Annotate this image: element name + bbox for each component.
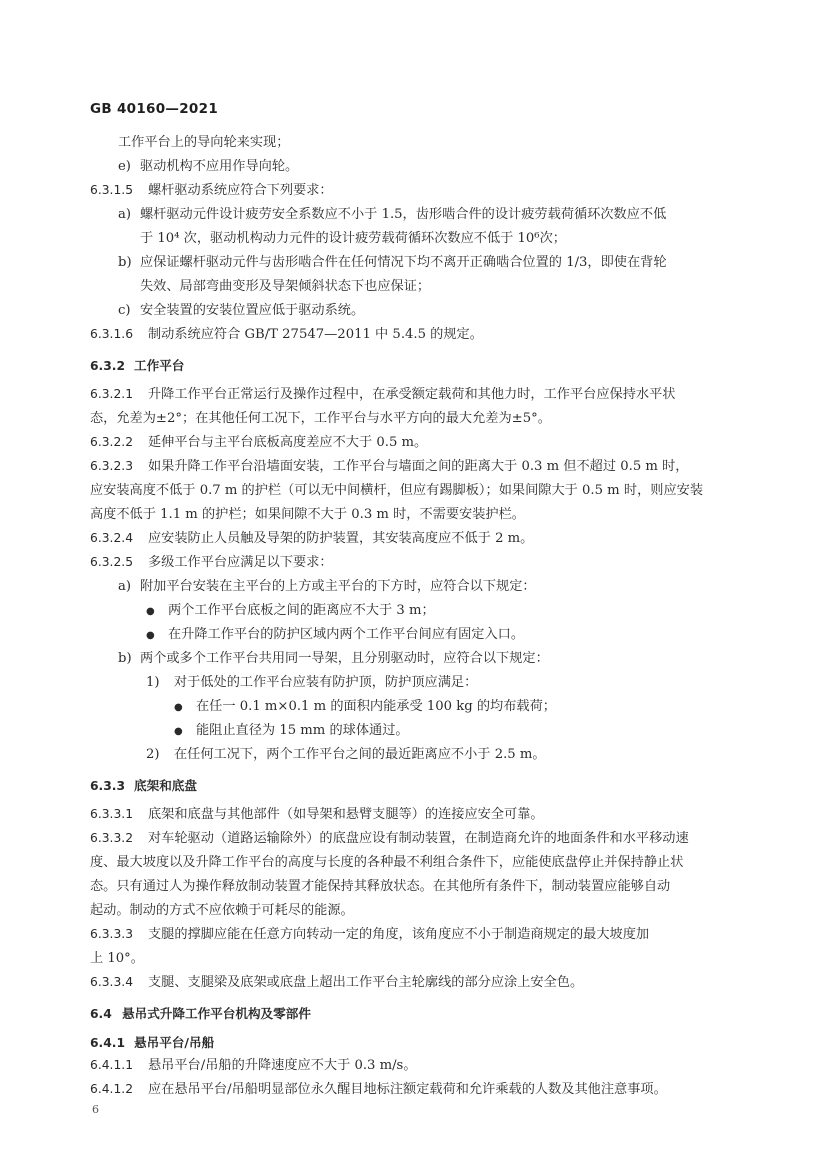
text-line: 高度不低于 1.1 m 的护栏；如果间隙不大于 0.3 m 时，不需要安装护栏。 <box>90 507 525 522</box>
list-item: a) 附加平台安装在主平台的上方或主平台的下方时，应符合以下规定： <box>118 579 536 594</box>
clause: 6.3.2.1 升降工作平台正常运行及操作过程中，在承受额定载荷和其他力时，工作平台应保持水平状 <box>90 387 676 402</box>
clause-number: 6.3.3.3 <box>90 927 134 941</box>
page-number: 6 <box>92 1103 99 1116</box>
text-line: 于 10⁴ 次，驱动机构动力元件的设计疲劳载荷循环次数应不低于 10⁶次； <box>140 231 566 246</box>
clause-number: 6.3.2.2 <box>90 435 134 449</box>
section-heading: 6.4.1 悬吊平台/吊船 <box>90 1035 215 1050</box>
clause: 6.3.2.4 应安装防止人员触及导架的防护装置，其安装高度应不低于 2 m。 <box>90 531 534 546</box>
text-line: 工作平台上的导向轮来实现； <box>118 135 290 150</box>
clause-number: 6.4.1.1 <box>90 1058 134 1072</box>
clause: 6.3.3.1 底架和底盘与其他部件（如导架和悬臂支腿等）的连接应安全可靠。 <box>90 807 544 822</box>
standard-code-header: GB 40160—2021 <box>90 101 219 117</box>
clause-number: 6.3.3.1 <box>90 807 134 821</box>
clause: 6.3.1.5 螺杆驱动系统应符合下列要求： <box>90 183 333 198</box>
text-line: 态，允差为±2°；在其他任何工况下，工作平台与水平方向的最大允差为±5°。 <box>90 411 551 426</box>
clause: 6.4.1.2 应在悬吊平台/吊船明显部位永久醒目地标注额定载荷和允许乘载的人数及其他注意事项。 <box>90 1082 667 1097</box>
bullet-item: ● 能阻止直径为 15 mm 的球体通过。 <box>174 723 409 738</box>
list-item: 2) 在任何工况下，两个工作平台之间的最近距离应不小于 2.5 m。 <box>146 747 546 762</box>
list-marker: a) <box>118 207 132 222</box>
clause-number: 6.3.1.5 <box>90 183 134 197</box>
text-line: 应安装高度不低于 0.7 m 的护栏（可以无中间横杆，但应有踢脚板）；如果间隙大于 0.5 m 时，则应安装 <box>90 483 704 498</box>
clause-number: 6.3.3.4 <box>90 975 134 989</box>
section-heading: 6.4 悬吊式升降工作平台机构及零部件 <box>90 1006 311 1021</box>
list-item: a) 螺杆驱动元件设计疲劳安全系数应不小于 1.5，齿形啮合件的设计疲劳载荷循环次数应不低 <box>118 207 667 222</box>
section-heading: 6.3.3 底架和底盘 <box>90 778 197 793</box>
text-line: 起动。制动的方式不应依赖于可耗尽的能源。 <box>90 903 354 918</box>
clause: 6.3.3.4 支腿、支腿梁及底架或底盘上超出工作平台主轮廓线的部分应涂上安全色。 <box>90 975 584 990</box>
heading-number: 6.3.3 <box>90 779 126 793</box>
text-line: 态。只有通过人为操作释放制动装置才能保持其释放状态。在其他所有条件下，制动装置应能够自动 <box>90 879 671 894</box>
list-marker: 1) <box>146 675 160 690</box>
list-marker: b) <box>118 651 132 666</box>
clause: 6.3.2.3 如果升降工作平台沿墙面安装，工作平台与墙面之间的距离大于 0.3 m 但不超过 0.5 m 时， <box>90 459 689 474</box>
clause-number: 6.3.3.2 <box>90 831 134 845</box>
clause-number: 6.3.1.6 <box>90 327 134 341</box>
list-item: 1) 对于低处的工作平台应装有防护顶，防护顶应满足： <box>146 675 478 690</box>
clause-number: 6.3.2.3 <box>90 459 134 473</box>
list-marker: 2) <box>146 747 160 762</box>
list-marker: c) <box>118 303 131 318</box>
clause-number: 6.3.2.5 <box>90 555 134 569</box>
bullet-icon: ● <box>146 630 155 641</box>
clause-number: 6.3.2.1 <box>90 387 134 401</box>
list-marker: a) <box>118 579 132 594</box>
text-line: 上 10°。 <box>90 951 144 966</box>
clause: 6.3.3.2 对车轮驱动（道路运输除外）的底盘应设有制动装置，在制造商允许的地面条件和水平移动速 <box>90 831 689 846</box>
bullet-item: ● 两个工作平台底板之间的距离应不大于 3 m； <box>146 603 435 618</box>
clause-number: 6.4.1.2 <box>90 1082 134 1096</box>
bullet-icon: ● <box>146 606 155 617</box>
bullet-item: ● 在升降工作平台的防护区域内两个工作平台间应有固定入口。 <box>146 627 525 642</box>
clause: 6.4.1.1 悬吊平台/吊船的升降速度应不大于 0.3 m/s。 <box>90 1058 417 1073</box>
clause: 6.3.2.2 延伸平台与主平台底板高度差应不大于 0.5 m。 <box>90 435 428 450</box>
list-item: c) 安全装置的安装位置应低于驱动系统。 <box>118 303 365 318</box>
heading-number: 6.3.2 <box>90 359 126 373</box>
list-item: e) 驱动机构不应用作导向轮。 <box>118 159 299 174</box>
clause: 6.3.1.6 制动系统应符合 GB/T 27547—2011 中 5.4.5 的规定。 <box>90 327 483 342</box>
list-marker: b) <box>118 255 132 270</box>
list-item: b) 应保证螺杆驱动元件与齿形啮合件在任何情况下均不离开正确啮合位置的 1/3，即使在背轮 <box>118 255 667 270</box>
clause-number: 6.3.2.4 <box>90 531 134 545</box>
list-marker: e) <box>118 159 131 174</box>
text-line: 度、最大坡度以及升降工作平台的高度与长度的各种最不利组合条件下，应能使底盘停止并保持静止状 <box>90 855 684 870</box>
heading-number: 6.4.1 <box>90 1036 126 1050</box>
clause: 6.3.2.5 多级工作平台应满足以下要求： <box>90 555 333 570</box>
bullet-icon: ● <box>174 726 183 737</box>
bullet-icon: ● <box>174 702 183 713</box>
text-line: 失效、局部弯曲变形及导架倾斜状态下也应保证； <box>140 279 431 294</box>
clause: 6.3.3.3 支腿的撑脚应能在任意方向转动一定的角度，该角度应不小于制造商规定的最大坡度加 <box>90 927 650 942</box>
section-heading: 6.3.2 工作平台 <box>90 358 185 373</box>
list-item: b) 两个或多个工作平台共用同一导架，且分别驱动时，应符合以下规定： <box>118 651 549 666</box>
bullet-item: ● 在任一 0.1 m×0.1 m 的面积内能承受 100 kg 的均布载荷； <box>174 699 556 714</box>
heading-number: 6.4 <box>90 1007 112 1021</box>
